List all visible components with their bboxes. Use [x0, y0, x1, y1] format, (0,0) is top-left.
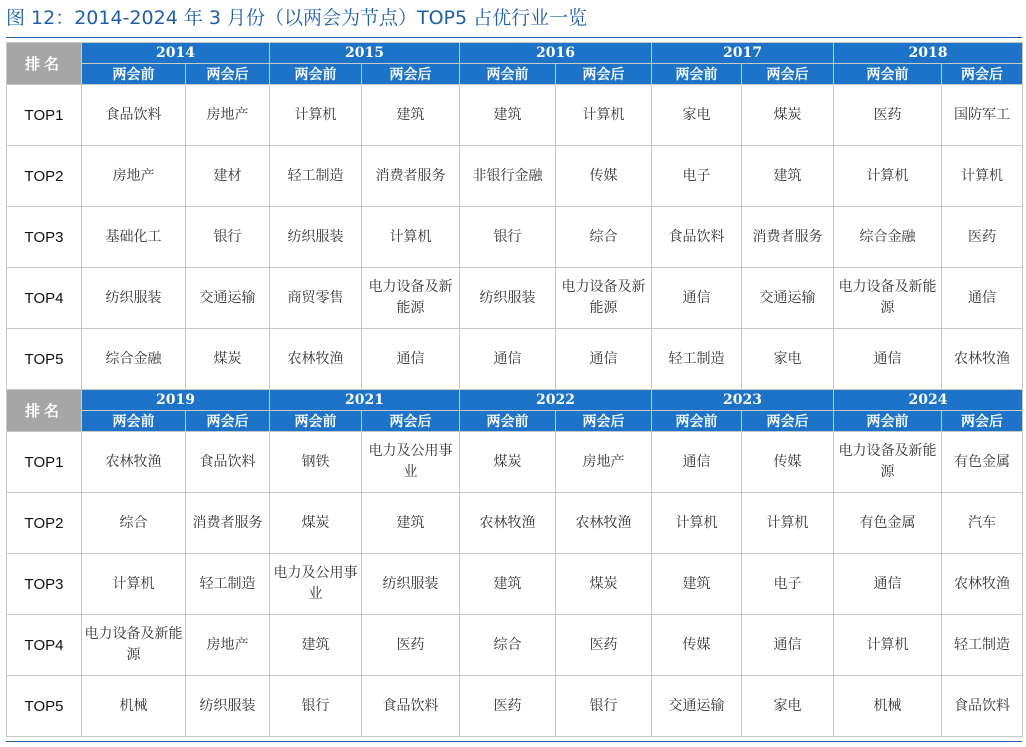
industry-cell: 通信 [834, 554, 942, 615]
industry-cell: 建筑 [460, 554, 556, 615]
industry-cell: 通信 [942, 268, 1023, 329]
industry-cell: 汽车 [942, 493, 1023, 554]
industry-cell: 计算机 [556, 85, 652, 146]
industry-cell: 食品饮料 [186, 432, 270, 493]
industry-cell: 综合 [460, 615, 556, 676]
industry-cell: 建筑 [652, 554, 742, 615]
industry-cell: 综合金融 [82, 329, 186, 390]
rank-label: TOP1 [7, 85, 82, 146]
after-header: 两会后 [942, 64, 1023, 85]
industry-cell: 纺织服装 [460, 268, 556, 329]
table-row [7, 554, 1023, 615]
year-header: 2017 [652, 43, 834, 64]
industry-table-2014-2018 [6, 42, 1023, 390]
industry-cell: 建材 [186, 146, 270, 207]
year-header: 2018 [834, 43, 1023, 64]
year-header: 2023 [652, 390, 834, 411]
bottom-divider [6, 741, 1022, 742]
industry-cell: 食品饮料 [942, 676, 1023, 737]
year-header: 2014 [82, 43, 270, 64]
industry-cell: 通信 [556, 329, 652, 390]
industry-cell: 通信 [652, 432, 742, 493]
after-header: 两会后 [362, 411, 460, 432]
industry-cell: 纺织服装 [362, 554, 460, 615]
industry-cell: 轻工制造 [270, 146, 362, 207]
industry-cell: 机械 [834, 676, 942, 737]
before-header: 两会前 [834, 411, 942, 432]
industry-cell: 银行 [186, 207, 270, 268]
table-row [7, 85, 1023, 146]
industry-cell: 家电 [742, 676, 834, 737]
industry-cell: 交通运输 [652, 676, 742, 737]
industry-cell: 电子 [742, 554, 834, 615]
industry-cell: 消费者服务 [186, 493, 270, 554]
industry-cell: 通信 [362, 329, 460, 390]
industry-cell: 电力设备及新能源 [834, 268, 942, 329]
industry-cell: 建筑 [362, 85, 460, 146]
industry-cell: 计算机 [942, 146, 1023, 207]
year-header: 2016 [460, 43, 652, 64]
industry-cell: 医药 [834, 85, 942, 146]
table-row [7, 432, 1023, 493]
year-header: 2024 [834, 390, 1023, 411]
industry-table-2019-2024 [6, 389, 1023, 737]
industry-cell: 有色金属 [942, 432, 1023, 493]
rank-label: TOP1 [7, 432, 82, 493]
industry-cell: 轻工制造 [652, 329, 742, 390]
industry-cell: 电力设备及新能源 [834, 432, 942, 493]
industry-cell: 纺织服装 [82, 268, 186, 329]
table-row [7, 676, 1023, 737]
industry-cell: 医药 [556, 615, 652, 676]
rank-label: TOP4 [7, 268, 82, 329]
industry-cell: 计算机 [834, 146, 942, 207]
industry-cell: 农林牧渔 [942, 329, 1023, 390]
industry-cell: 房地产 [186, 85, 270, 146]
table-row [7, 268, 1023, 329]
industry-cell: 计算机 [270, 85, 362, 146]
industry-cell: 煤炭 [186, 329, 270, 390]
rank-header: 排名 [7, 43, 82, 85]
industry-cell: 钢铁 [270, 432, 362, 493]
industry-cell: 计算机 [362, 207, 460, 268]
industry-cell: 机械 [82, 676, 186, 737]
industry-cell: 电力设备及新能源 [82, 615, 186, 676]
industry-cell: 房地产 [556, 432, 652, 493]
rank-label: TOP3 [7, 207, 82, 268]
industry-cell: 消费者服务 [362, 146, 460, 207]
industry-cell: 建筑 [460, 85, 556, 146]
industry-cell: 综合 [556, 207, 652, 268]
before-header: 两会前 [460, 64, 556, 85]
rank-label: TOP4 [7, 615, 82, 676]
industry-cell: 农林牧渔 [460, 493, 556, 554]
industry-cell: 电子 [652, 146, 742, 207]
year-header: 2021 [270, 390, 460, 411]
table-row [7, 329, 1023, 390]
table-row [7, 615, 1023, 676]
year-header: 2022 [460, 390, 652, 411]
figure-title: 图 12：2014-2024 年 3 月份（以两会为节点）TOP5 占优行业一览 [6, 7, 588, 29]
industry-cell: 医药 [362, 615, 460, 676]
industry-cell: 综合金融 [834, 207, 942, 268]
industry-cell: 计算机 [652, 493, 742, 554]
before-header: 两会前 [82, 411, 186, 432]
title-divider [6, 37, 1022, 38]
industry-cell: 银行 [270, 676, 362, 737]
industry-cell: 建筑 [362, 493, 460, 554]
before-header: 两会前 [270, 411, 362, 432]
rank-label: TOP2 [7, 493, 82, 554]
industry-cell: 农林牧渔 [942, 554, 1023, 615]
industry-cell: 医药 [942, 207, 1023, 268]
industry-cell: 煤炭 [460, 432, 556, 493]
industry-cell: 电力及公用事业 [270, 554, 362, 615]
industry-cell: 有色金属 [834, 493, 942, 554]
before-header: 两会前 [652, 411, 742, 432]
industry-cell: 建筑 [742, 146, 834, 207]
after-header: 两会后 [742, 411, 834, 432]
industry-cell: 房地产 [186, 615, 270, 676]
after-header: 两会后 [942, 411, 1023, 432]
industry-cell: 煤炭 [270, 493, 362, 554]
rank-label: TOP5 [7, 676, 82, 737]
industry-cell: 电力及公用事业 [362, 432, 460, 493]
after-header: 两会后 [742, 64, 834, 85]
industry-cell: 农林牧渔 [556, 493, 652, 554]
industry-cell: 商贸零售 [270, 268, 362, 329]
industry-cell: 基础化工 [82, 207, 186, 268]
after-header: 两会后 [186, 64, 270, 85]
industry-cell: 农林牧渔 [270, 329, 362, 390]
before-header: 两会前 [652, 64, 742, 85]
industry-cell: 传媒 [556, 146, 652, 207]
after-header: 两会后 [556, 411, 652, 432]
industry-cell: 消费者服务 [742, 207, 834, 268]
rank-label: TOP2 [7, 146, 82, 207]
industry-cell: 交通运输 [186, 268, 270, 329]
industry-cell: 通信 [652, 268, 742, 329]
industry-cell: 煤炭 [556, 554, 652, 615]
rank-label: TOP3 [7, 554, 82, 615]
year-header: 2015 [270, 43, 460, 64]
industry-cell: 交通运输 [742, 268, 834, 329]
industry-cell: 医药 [460, 676, 556, 737]
industry-cell: 煤炭 [742, 85, 834, 146]
table-row [7, 207, 1023, 268]
industry-cell: 纺织服装 [186, 676, 270, 737]
industry-cell: 农林牧渔 [82, 432, 186, 493]
industry-cell: 通信 [834, 329, 942, 390]
industry-cell: 食品饮料 [652, 207, 742, 268]
industry-cell: 建筑 [270, 615, 362, 676]
industry-cell: 食品饮料 [82, 85, 186, 146]
after-header: 两会后 [362, 64, 460, 85]
industry-cell: 房地产 [82, 146, 186, 207]
industry-cell: 传媒 [652, 615, 742, 676]
industry-cell: 综合 [82, 493, 186, 554]
industry-cell: 通信 [460, 329, 556, 390]
industry-cell: 计算机 [742, 493, 834, 554]
industry-cell: 国防军工 [942, 85, 1023, 146]
industry-cell: 通信 [742, 615, 834, 676]
table-row [7, 146, 1023, 207]
industry-cell: 轻工制造 [186, 554, 270, 615]
before-header: 两会前 [834, 64, 942, 85]
rank-label: TOP5 [7, 329, 82, 390]
before-header: 两会前 [460, 411, 556, 432]
table-row [7, 493, 1023, 554]
industry-cell: 银行 [460, 207, 556, 268]
industry-cell: 非银行金融 [460, 146, 556, 207]
rank-header: 排名 [7, 390, 82, 432]
industry-cell: 纺织服装 [270, 207, 362, 268]
after-header: 两会后 [186, 411, 270, 432]
before-header: 两会前 [270, 64, 362, 85]
after-header: 两会后 [556, 64, 652, 85]
industry-cell: 计算机 [834, 615, 942, 676]
industry-cell: 银行 [556, 676, 652, 737]
industry-cell: 家电 [742, 329, 834, 390]
year-header: 2019 [82, 390, 270, 411]
industry-cell: 电力设备及新能源 [556, 268, 652, 329]
before-header: 两会前 [82, 64, 186, 85]
industry-cell: 传媒 [742, 432, 834, 493]
industry-cell: 电力设备及新能源 [362, 268, 460, 329]
industry-cell: 计算机 [82, 554, 186, 615]
industry-cell: 轻工制造 [942, 615, 1023, 676]
industry-cell: 食品饮料 [362, 676, 460, 737]
industry-cell: 家电 [652, 85, 742, 146]
